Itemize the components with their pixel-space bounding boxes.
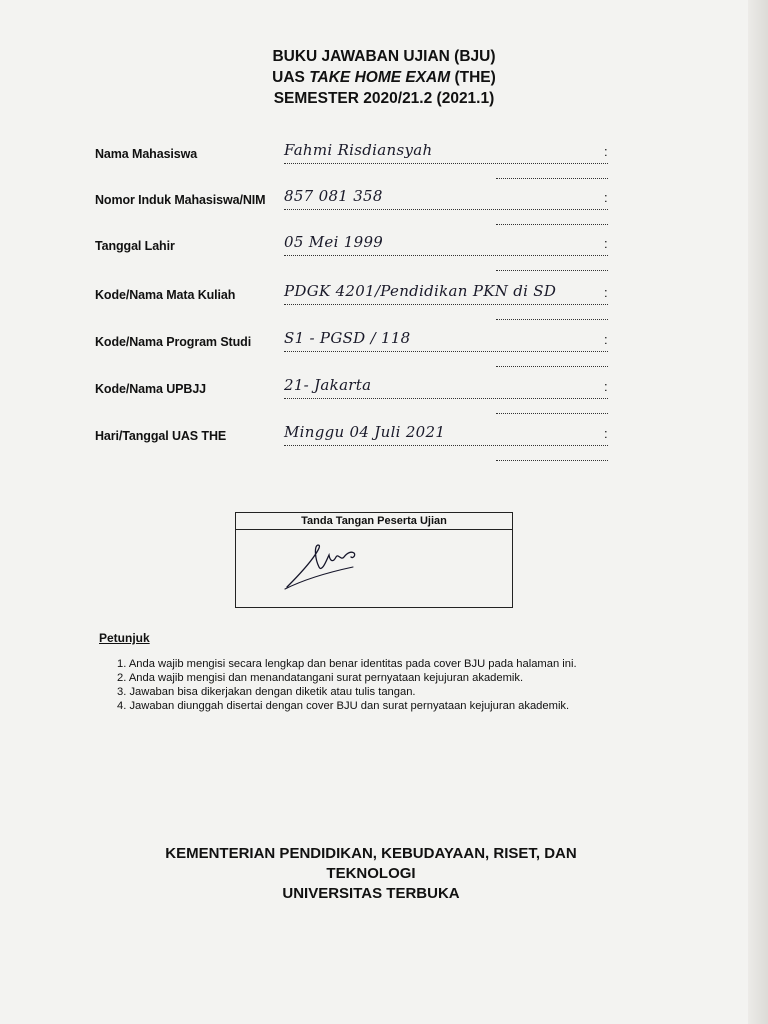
field-value: 857 081 358	[284, 187, 383, 205]
field-label: Tanggal Lahir	[95, 239, 175, 253]
colon: :	[604, 332, 608, 347]
field-value: S1 - PGSD / 118	[284, 329, 411, 347]
header-semester: SEMESTER 2020/21.2 (2021.1)	[273, 90, 495, 107]
ministry-name-cont: TEKNOLOGI	[326, 865, 416, 882]
ministry-name: KEMENTERIAN PENDIDIKAN, KEBUDAYAAN, RISET, DAN	[165, 845, 577, 862]
dotted-line	[496, 224, 608, 225]
field-label: Kode/Nama UPBJJ	[95, 382, 207, 396]
field-row-tanggal-lahir	[0, 233, 768, 279]
field-row-hari-tanggal	[0, 423, 768, 469]
field-label: Nomor Induk Mahasiswa/NIM	[95, 193, 266, 207]
instructions-title: Petunjuk	[99, 631, 150, 645]
dotted-line	[496, 319, 608, 320]
header-exam-type: UAS TAKE HOME EXAM (THE)	[272, 69, 496, 86]
field-value: 05 Mei 1999	[284, 233, 384, 251]
dotted-line	[496, 270, 608, 271]
field-row-nim	[0, 187, 768, 233]
dotted-line	[284, 255, 608, 256]
field-value: Fahmi Risdiansyah	[284, 141, 433, 159]
dotted-line	[284, 398, 608, 399]
dotted-line	[496, 178, 608, 179]
instruction-item: 1. Anda wajib mengisi secara lengkap dan benar identitas pada cover BJU pada halaman ini.	[117, 658, 577, 670]
field-value: Minggu 04 Juli 2021	[284, 423, 446, 441]
document-header	[0, 46, 768, 109]
field-label: Kode/Nama Mata Kuliah	[95, 288, 236, 302]
dotted-line	[284, 304, 608, 305]
field-row-upbjj	[0, 376, 768, 422]
institution-footer	[0, 844, 742, 904]
field-value: 21- Jakarta	[284, 376, 372, 394]
university-name: UNIVERSITAS TERBUKA	[282, 885, 460, 902]
signature-box	[235, 512, 513, 608]
colon: :	[604, 236, 608, 251]
dotted-line	[284, 351, 608, 352]
instructions-list	[117, 657, 577, 713]
colon: :	[604, 426, 608, 441]
dotted-line	[496, 366, 608, 367]
colon: :	[604, 379, 608, 394]
field-row-nama	[0, 141, 768, 187]
dotted-line	[496, 460, 608, 461]
colon: :	[604, 190, 608, 205]
field-value: PDGK 4201/Pendidikan PKN di SD	[284, 282, 557, 300]
colon: :	[604, 285, 608, 300]
dotted-line	[496, 413, 608, 414]
field-label: Kode/Nama Program Studi	[95, 335, 252, 349]
signature-heading: Tanda Tangan Peserta Ujian	[236, 513, 512, 530]
field-row-program-studi	[0, 329, 768, 375]
field-row-mata-kuliah	[0, 282, 768, 328]
field-label: Nama Mahasiswa	[95, 147, 198, 161]
dotted-line	[284, 163, 608, 164]
instruction-item: 2. Anda wajib mengisi dan menandatangani surat pernyataan kejujuran akademik.	[117, 672, 524, 684]
instruction-item: 3. Jawaban bisa dikerjakan dengan diketik atau tulis tangan.	[117, 686, 416, 698]
instruction-item: 4. Jawaban diunggah disertai dengan cover BJU dan surat pernyataan kejujuran akademik.	[117, 700, 570, 712]
field-label: Hari/Tanggal UAS THE	[95, 429, 227, 443]
colon: :	[604, 144, 608, 159]
handwritten-signature	[281, 537, 371, 593]
dotted-line	[284, 445, 608, 446]
dotted-line	[284, 209, 608, 210]
header-title: BUKU JAWABAN UJIAN (BJU)	[272, 48, 496, 65]
